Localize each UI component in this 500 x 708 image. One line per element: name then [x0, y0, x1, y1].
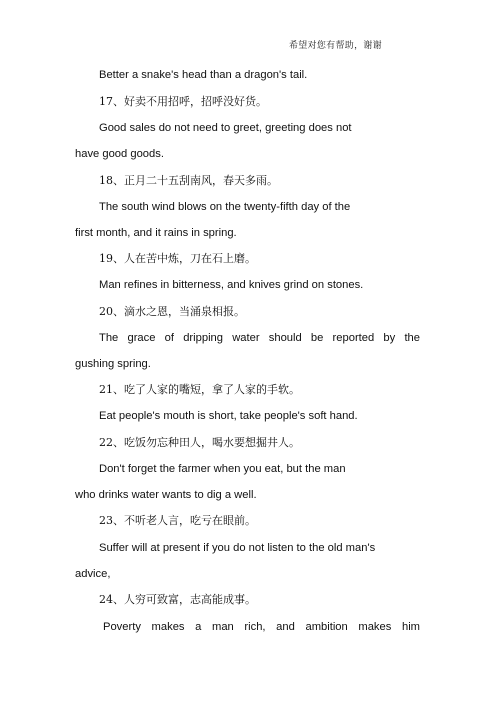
translation-line: Better a snake's head than a dragon's tail. [99, 69, 308, 81]
translation-line: The south wind blows on the twenty-fifth day of the [99, 201, 351, 213]
translation-line: Eat people's mouth is short, take people's soft hand. [99, 410, 358, 422]
translation-line: gushing spring. [75, 358, 151, 370]
proverb-line: 21、吃了人家的嘴短，拿了人家的手软。 [99, 383, 300, 396]
translation-line: advice, [75, 568, 111, 580]
translation-line: who drinks water wants to dig a well. [75, 489, 257, 501]
translation-line: Suffer will at present if you do not listen to the old man's [99, 542, 376, 554]
translation-line: Good sales do not need to greet, greeting does not [99, 122, 352, 134]
proverb-line: 23、不听老人言，吃亏在眼前。 [99, 514, 256, 527]
translation-line: Poverty makes a man rich, and ambition makes him [103, 621, 420, 633]
page-header-note: 希望对您有帮助，谢谢 [288, 41, 382, 51]
proverb-line: 17、好卖不用招呼，招呼没好货。 [99, 95, 267, 108]
translation-line: first month, and it rains in spring. [75, 227, 237, 239]
proverb-line: 20、滴水之恩，当涌泉相报。 [99, 305, 245, 318]
proverb-line: 19、人在苦中炼，刀在石上磨。 [99, 252, 256, 265]
proverb-line: 24、人穷可致富，志高能成事。 [99, 593, 256, 606]
proverb-line: 18、正月二十五刮南风，春天多雨。 [99, 174, 278, 187]
proverb-line: 22、吃饭勿忘种田人，喝水要想掘井人。 [99, 436, 300, 449]
translation-line: Man refines in bitterness, and knives grind on stones. [99, 279, 364, 291]
translation-line: The grace of dripping water should be reported by the [99, 332, 420, 344]
translation-line: Don't forget the farmer when you eat, but the man [99, 463, 346, 475]
translation-line: have good goods. [75, 148, 164, 160]
